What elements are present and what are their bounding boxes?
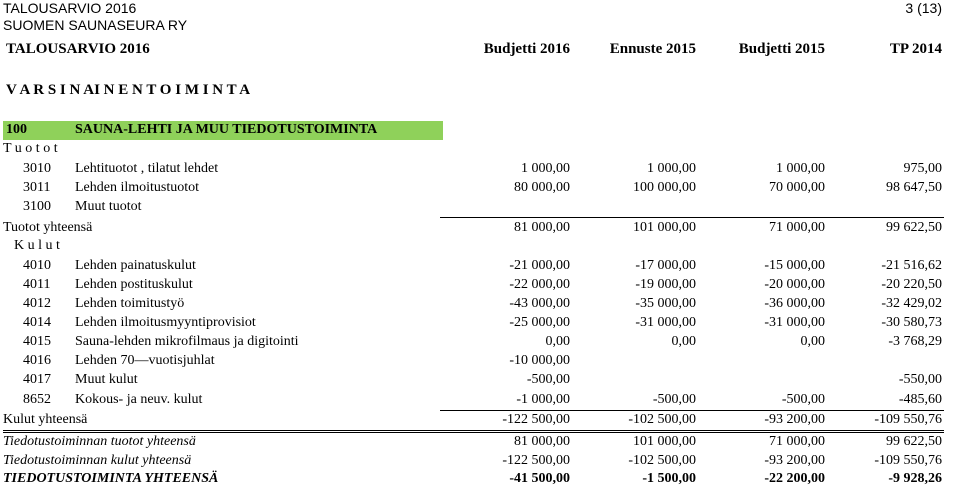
value-budget-2016: 81 000,00 — [514, 434, 570, 449]
value-actual-2014: -485,60 — [898, 392, 942, 407]
value-budget-2016: -43 000,00 — [509, 296, 570, 311]
value-budget-2015: 71 000,00 — [769, 434, 825, 449]
account-name: Lehden toimitustyö — [75, 296, 185, 311]
income-label-row — [0, 140, 960, 159]
account-name: Muut kulut — [75, 372, 138, 387]
value-budget-2016: 0,00 — [545, 334, 570, 349]
account-code: 4010 — [23, 258, 51, 273]
page-number: 3 (13) — [905, 0, 942, 16]
account-code: 3100 — [23, 199, 51, 214]
value-forecast-2015: -31 000,00 — [635, 315, 696, 330]
value-budget-2016: -22 000,00 — [509, 277, 570, 292]
grand-total-row — [0, 470, 960, 489]
grand-total-label: TIEDOTUSTOIMINTA YHTEENSÄ — [3, 471, 219, 486]
income-label: T u o t o t — [3, 141, 58, 156]
expense-label-row — [0, 237, 960, 256]
account-code: 8652 — [23, 392, 51, 407]
account-name: Kokous- ja neuv. kulut — [75, 392, 203, 407]
summary-income-row — [0, 433, 960, 452]
column-header-actual-2014: TP 2014 — [889, 41, 942, 57]
expense-total-row — [0, 411, 960, 430]
account-code: 4012 — [23, 296, 51, 311]
value-actual-2014: 98 647,50 — [886, 180, 942, 195]
table-row — [0, 371, 960, 390]
value-budget-2015: 70 000,00 — [769, 180, 825, 195]
table-row — [0, 352, 960, 371]
account-name: Sauna-lehden mikrofilmaus ja digitointi — [75, 334, 299, 349]
value-forecast-2015: 101 000,00 — [633, 220, 696, 235]
value-budget-2015: -93 200,00 — [764, 453, 825, 468]
value-actual-2014: -30 580,73 — [881, 315, 942, 330]
value-budget-2016: -10 000,00 — [509, 353, 570, 368]
value-budget-2015: -15 000,00 — [764, 258, 825, 273]
value-forecast-2015: 100 000,00 — [633, 180, 696, 195]
account-code: 4011 — [23, 277, 51, 292]
value-actual-2014: -21 516,62 — [881, 258, 942, 273]
value-actual-2014: -9 928,26 — [888, 471, 942, 486]
value-actual-2014: -109 550,76 — [874, 453, 942, 468]
value-actual-2014: -3 768,29 — [888, 334, 942, 349]
report-title: TALOUSARVIO 2016 — [3, 0, 137, 16]
value-forecast-2015: -17 000,00 — [635, 258, 696, 273]
account-code: 3010 — [23, 161, 51, 176]
income-total-row — [0, 219, 960, 238]
value-actual-2014: -32 429,02 — [881, 296, 942, 311]
value-actual-2014: -550,00 — [898, 372, 942, 387]
account-code: 3011 — [23, 180, 51, 195]
organization-name: SUOMEN SAUNASEURA RY — [3, 17, 188, 33]
account-name: Lehden ilmoitusmyyntiprovisiot — [75, 315, 256, 330]
value-budget-2016: -500,00 — [526, 372, 570, 387]
value-budget-2015: -31 000,00 — [764, 315, 825, 330]
value-forecast-2015: -1 500,00 — [642, 471, 696, 486]
group-row — [0, 121, 960, 140]
value-budget-2016: -25 000,00 — [509, 315, 570, 330]
value-forecast-2015: -19 000,00 — [635, 277, 696, 292]
value-budget-2016: 81 000,00 — [514, 220, 570, 235]
column-header-budget-2016: Budjetti 2016 — [483, 41, 570, 57]
summary-expense-row — [0, 452, 960, 471]
column-header-forecast-2015: Ennuste 2015 — [609, 41, 696, 57]
table-row — [0, 257, 960, 276]
document-title: TALOUSARVIO 2016 — [6, 41, 150, 57]
total-divider — [440, 217, 944, 218]
value-budget-2015: -20 000,00 — [764, 277, 825, 292]
account-code: 4017 — [23, 372, 51, 387]
account-name: Lehden 70—vuotisjuhlat — [75, 353, 215, 368]
value-budget-2015: 0,00 — [800, 334, 825, 349]
value-forecast-2015: 1 000,00 — [647, 161, 696, 176]
value-forecast-2015: -102 500,00 — [628, 412, 696, 427]
value-forecast-2015: 0,00 — [671, 334, 696, 349]
table-row — [0, 295, 960, 314]
section-divider — [3, 430, 944, 431]
value-budget-2015: -93 200,00 — [764, 412, 825, 427]
expense-label: K u l u t — [14, 238, 60, 253]
table-row — [0, 198, 960, 217]
section-title: V A R S I N AI N E N T O I M I N T A — [6, 82, 251, 98]
table-row — [0, 314, 960, 333]
value-actual-2014: 99 622,50 — [886, 220, 942, 235]
group-name: SAUNA-LEHTI JA MUU TIEDOTUSTOIMINTA — [75, 122, 378, 137]
value-forecast-2015: -500,00 — [652, 392, 696, 407]
account-name: Muut tuotot — [75, 199, 142, 214]
value-budget-2016: -122 500,00 — [502, 453, 570, 468]
table-row — [0, 179, 960, 198]
value-budget-2016: 1 000,00 — [521, 161, 570, 176]
value-budget-2016: -122 500,00 — [502, 412, 570, 427]
account-name: Lehden ilmoitustuotot — [75, 180, 200, 195]
value-actual-2014: 975,00 — [903, 161, 942, 176]
value-budget-2016: -1 000,00 — [516, 392, 570, 407]
value-actual-2014: -20 220,50 — [881, 277, 942, 292]
value-actual-2014: -109 550,76 — [874, 412, 942, 427]
account-code: 4016 — [23, 353, 51, 368]
value-actual-2014: 99 622,50 — [886, 434, 942, 449]
account-code: 4014 — [23, 315, 51, 330]
value-forecast-2015: -102 500,00 — [628, 453, 696, 468]
table-row — [0, 160, 960, 179]
table-row — [0, 276, 960, 295]
account-name: Lehden painatuskulut — [75, 258, 196, 273]
value-budget-2016: -41 500,00 — [509, 471, 570, 486]
value-forecast-2015: 101 000,00 — [633, 434, 696, 449]
summary-label: Tiedotustoiminnan tuotot yhteensä — [3, 434, 196, 449]
account-name: Lehden postituskulut — [75, 277, 193, 292]
column-header-budget-2015: Budjetti 2015 — [738, 41, 825, 57]
table-row — [0, 333, 960, 352]
summary-label: Tiedotustoiminnan kulut yhteensä — [3, 453, 192, 468]
group-code: 100 — [6, 122, 27, 137]
value-budget-2015: -500,00 — [781, 392, 825, 407]
total-label: Tuotot yhteensä — [3, 220, 93, 235]
value-forecast-2015: -35 000,00 — [635, 296, 696, 311]
value-budget-2015: 1 000,00 — [776, 161, 825, 176]
table-row — [0, 391, 960, 410]
total-label: Kulut yhteensä — [3, 412, 88, 427]
value-budget-2015: -36 000,00 — [764, 296, 825, 311]
account-code: 4015 — [23, 334, 51, 349]
value-budget-2016: -21 000,00 — [509, 258, 570, 273]
value-budget-2015: -22 200,00 — [764, 471, 825, 486]
account-name: Lehtituotot , tilatut lehdet — [75, 161, 219, 176]
value-budget-2015: 71 000,00 — [769, 220, 825, 235]
value-budget-2016: 80 000,00 — [514, 180, 570, 195]
